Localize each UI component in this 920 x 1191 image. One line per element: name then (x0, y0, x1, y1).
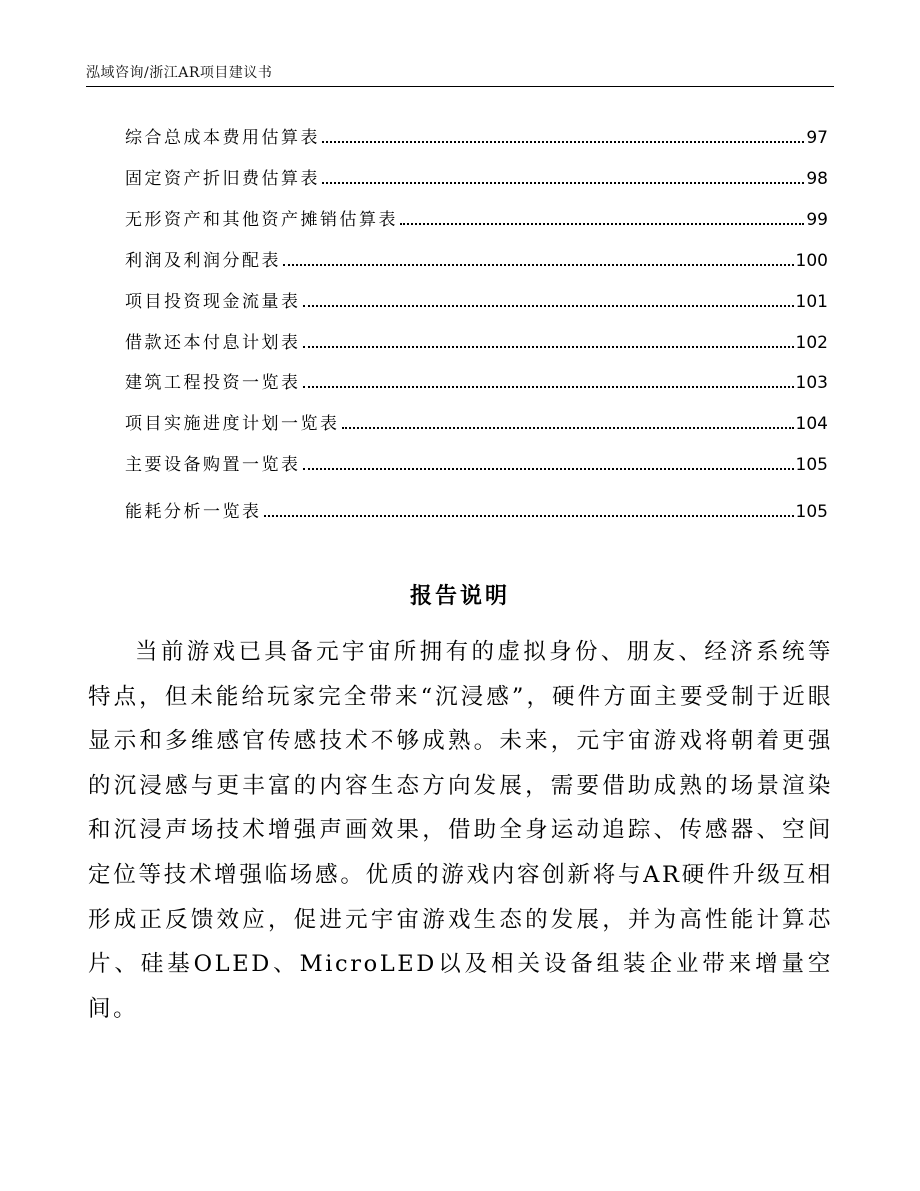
toc-entry-label: 利润及利润分配表 (125, 251, 281, 271)
toc-entry-page: 100 (795, 251, 828, 271)
toc-entry-page: 101 (795, 292, 828, 312)
toc-entry[interactable] (125, 449, 828, 475)
section-title: 报告说明 (409, 584, 510, 609)
toc-leader-dots (303, 468, 794, 470)
toc-leader-dots (303, 386, 794, 388)
toc-entry[interactable] (125, 204, 828, 230)
toc-leader-dots (264, 515, 794, 517)
toc-entry-label: 主要设备购置一览表 (125, 455, 301, 475)
toc-entry-page: 97 (806, 128, 828, 148)
toc-entry-page: 99 (806, 210, 828, 230)
toc-entry[interactable] (125, 367, 828, 393)
toc-entry[interactable] (125, 496, 828, 522)
toc-entry[interactable] (125, 163, 828, 189)
page-header: 泓域咨询/浙江AR项目建议书 (86, 65, 273, 81)
toc-entry-label: 建筑工程投资一览表 (125, 373, 301, 393)
toc-entry[interactable] (125, 122, 828, 148)
toc-entry-page: 105 (795, 455, 828, 475)
toc-entry[interactable] (125, 408, 828, 434)
toc-leader-dots (322, 182, 804, 184)
toc-leader-dots (303, 305, 794, 307)
toc-entry-label: 能耗分析一览表 (125, 502, 262, 522)
toc-leader-dots (283, 264, 794, 266)
toc-leader-dots (303, 346, 794, 348)
toc-entry-page: 98 (806, 169, 828, 189)
toc-entry-label: 借款还本付息计划表 (125, 333, 301, 353)
toc-entry[interactable] (125, 245, 828, 271)
toc-entry-label: 项目实施进度计划一览表 (125, 414, 340, 434)
toc-leader-dots (400, 223, 804, 225)
toc-leader-dots (322, 141, 804, 143)
toc-entry[interactable] (125, 327, 828, 353)
toc-entry-page: 104 (795, 414, 828, 434)
toc-leader-dots (342, 427, 794, 429)
toc-entry-label: 综合总成本费用估算表 (125, 128, 320, 148)
toc-entry[interactable] (125, 286, 828, 312)
toc-entry-label: 项目投资现金流量表 (125, 292, 301, 312)
toc-entry-label: 固定资产折旧费估算表 (125, 169, 320, 189)
body-paragraph: 当前游戏已具备元宇宙所拥有的虚拟身份、朋友、经济系统等特点，但未能给玩家完全带来“沉浸感”，硬件方面主要受制于近眼显示和多维感官传感技术不够成熟。未来，元宇宙游戏将朝着更强的沉浸感与更丰富的内容生态方向发展，需要借助成熟的场景渲染和沉浸声场技术增强声画效果，借助全身运动追踪、传感器、空间定位等技术增强临场感。优质的游戏内容创新将与AR硬件升级互相形成正反馈效应，促进元宇宙游戏生态的发展，并为高性能计算芯片、硅基OLED、MicroLED以及相关设备组装企业带来增量空间。 (88, 639, 833, 1022)
toc-entry-page: 103 (795, 373, 828, 393)
toc-entry-page: 105 (795, 502, 828, 522)
toc-entry-page: 102 (795, 333, 828, 353)
toc-entry-label: 无形资产和其他资产摊销估算表 (125, 210, 398, 230)
header-divider (86, 86, 834, 87)
